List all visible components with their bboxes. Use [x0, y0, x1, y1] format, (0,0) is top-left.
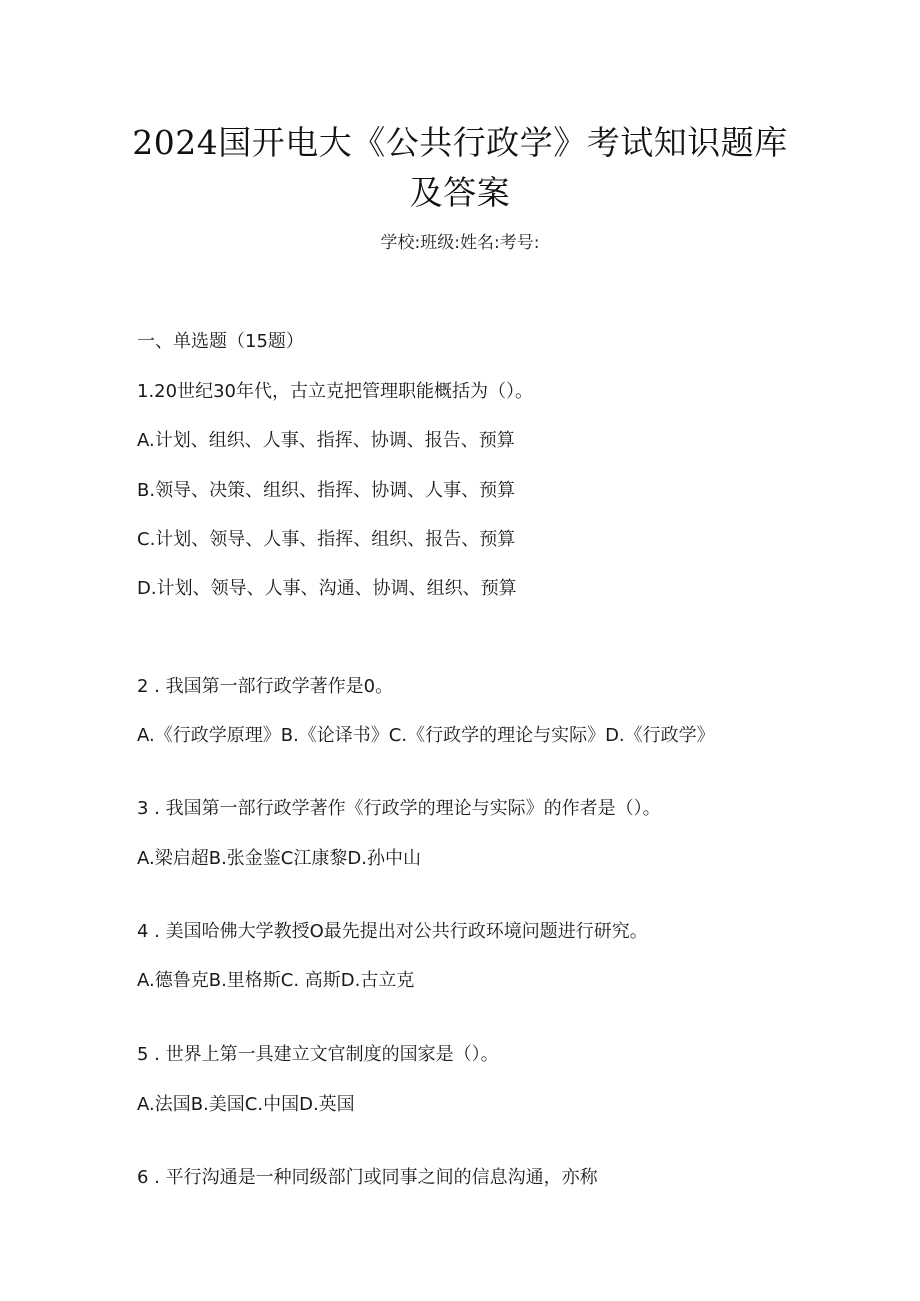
- question-stem: 6 . 平行沟通是一种同级部门或同事之间的信息沟通，亦称: [137, 1167, 598, 1188]
- question-stem: 4 . 美国哈佛大学教授O最先提出对公共行政环境问题进行研究。: [137, 921, 648, 942]
- question-option: A.法国B.美国C.中国D.英国: [137, 1094, 355, 1115]
- question-option: A.德鲁克B.里格斯C. 高斯D.古立克: [137, 970, 415, 991]
- question-option: B.领导、决策、组织、指挥、协调、人事、预算: [137, 480, 516, 501]
- student-info-line: 学校:班级:姓名:考号:: [380, 233, 540, 253]
- question-stem: 5 . 世界上第一具建立文官制度的国家是（）。: [137, 1044, 499, 1065]
- question-stem: 1.20世纪30年代，古立克把管理职能概括为（）。: [137, 381, 533, 402]
- question-option: A.《行政学原理》B.《论译书》C.《行政学的理论与实际》D.《行政学》: [137, 725, 715, 746]
- question-option: C.计划、领导、人事、指挥、组织、报告、预算: [137, 529, 516, 550]
- question-option: D.计划、领导、人事、沟通、协调、组织、预算: [137, 578, 517, 599]
- section-heading: 一、单选题（15题）: [137, 331, 304, 352]
- question-stem: 3 . 我国第一部行政学著作《行政学的理论与实际》的作者是（）。: [137, 798, 661, 819]
- document-title-line-1: 2024国开电大《公共行政学》考试知识题库: [132, 123, 788, 162]
- question-option: A.梁启超B.张金鉴C江康黎D.孙中山: [137, 848, 421, 869]
- question-stem: 2 . 我国第一部行政学著作是0。: [137, 676, 394, 697]
- document-title-line-2: 及答案: [409, 173, 511, 212]
- question-option: A.计划、组织、人事、指挥、协调、报告、预算: [137, 430, 515, 451]
